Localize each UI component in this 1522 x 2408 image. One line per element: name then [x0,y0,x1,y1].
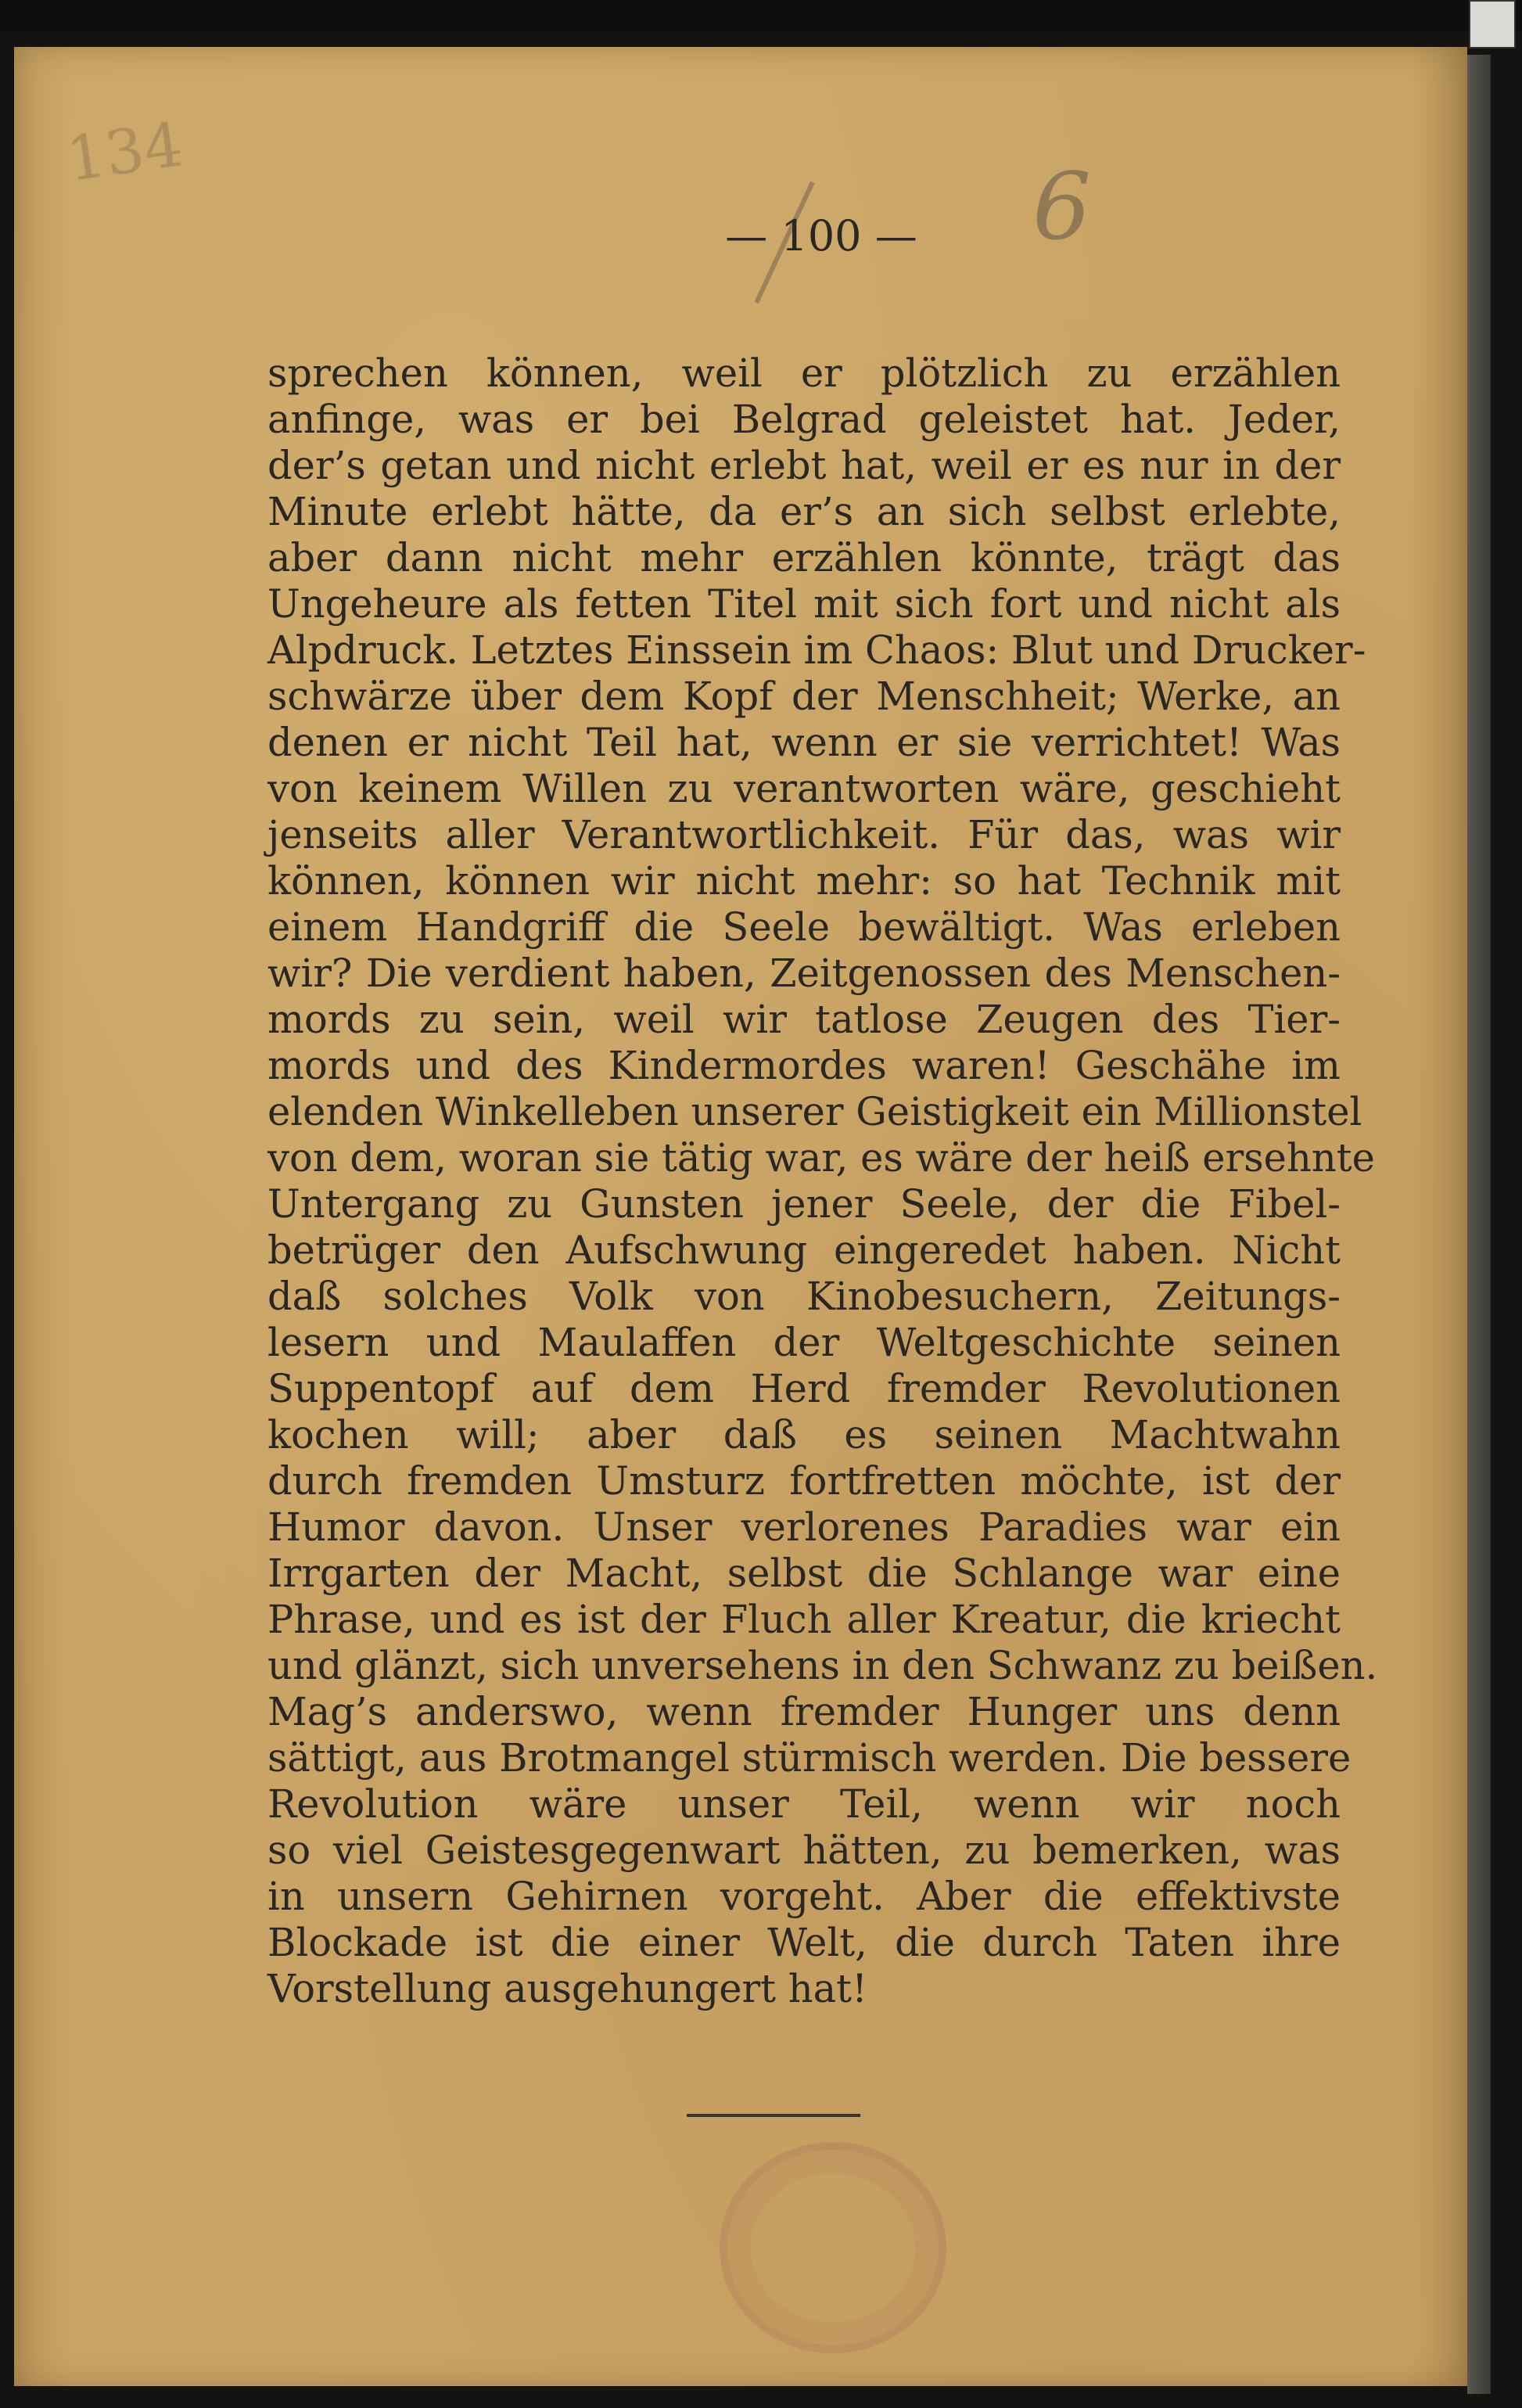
text-line: lesern und Maulaffen der Weltgeschichte seinen [267,1320,1341,1365]
text-line: kochen will; aber daß es seinen Machtwahn [267,1412,1341,1457]
text-line: Ungeheure als fetten Titel mit sich fort und nicht als [267,581,1341,627]
text-line: Alpdruck. Letztes Einssein im Chaos: Blut und Drucker- [267,627,1366,673]
text-line: Blockade ist die einer Welt, die durch Taten ihre [267,1920,1341,1965]
text-line: anfinge, was er bei Belgrad geleistet hat. Jeder, [267,397,1341,442]
text-line: daß solches Volk von Kinobesuchern, Zeitungs- [267,1274,1341,1319]
scan-top-border [0,0,1522,31]
book-spine-edge [1467,55,1491,2394]
text-line: Revolution wäre unser Teil, wenn wir noch [267,1781,1341,1827]
text-line: Humor davon. Unser verlorenes Paradies war ein [267,1504,1341,1550]
text-line: können, können wir nicht mehr: so hat Technik mit [267,858,1341,904]
text-line: von keinem Willen zu verantworten wäre, geschieht [267,766,1341,811]
text-line: so viel Geistesgegenwart hätten, zu bemerken, was [267,1828,1341,1873]
text-line: betrüger den Aufschwung eingeredet haben. Nicht [267,1227,1341,1273]
text-line: schwärze über dem Kopf der Menschheit; Werke, an [267,674,1341,719]
text-line: elenden Winkelleben unserer Geistigkeit ein Millionstel [267,1089,1362,1134]
library-stamp [720,2142,946,2353]
text-line: einem Handgriff die Seele bewältigt. Was erleben [267,904,1341,950]
text-line: der’s getan und nicht erlebt hat, weil er es nur in der [267,443,1341,488]
page-number: — 100 — [725,211,917,261]
text-line: sättigt, aus Brotmangel stürmisch werden. Die bessere [267,1735,1351,1781]
body-paragraph [267,350,1378,2012]
text-line: sprechen können, weil er plötzlich zu erzählen [267,350,1341,396]
text-line: Minute erlebt hätte, da er’s an sich selbst erlebte, [267,489,1341,534]
pencil-annotation-top-left: 134 [62,110,188,196]
text-line: Untergang zu Gunsten jener Seele, der die Fibel- [267,1181,1341,1227]
text-line: denen er nicht Teil hat, wenn er sie verrichtet! Was [267,720,1341,765]
text-line: Irrgarten der Macht, selbst die Schlange war eine [267,1551,1341,1596]
text-line: von dem, woran sie tätig war, es wäre der heiß ersehnte [267,1135,1375,1181]
text-line: mords zu sein, weil wir tatlose Zeugen des Tier- [267,997,1341,1042]
text-line: Suppentopf auf dem Herd fremder Revolutionen [267,1366,1341,1411]
text-line: mords und des Kindermordes waren! Geschähe im [267,1043,1341,1088]
text-line: wir? Die verdient haben, Zeitgenossen des Menschen- [267,951,1341,996]
closing-rule [687,2114,860,2117]
text-line: durch fremden Umsturz fortfretten möchte, ist der [267,1458,1341,1504]
text-line: Vorstellung ausgehungert hat! [267,1966,867,2011]
pencil-annotation-page-number: 6 [1032,153,1092,261]
text-line: Phrase, und es ist der Fluch aller Kreatur, die kriecht [267,1597,1341,1642]
text-line: Mag’s anderswo, wenn fremder Hunger uns denn [267,1689,1341,1734]
text-line: und glänzt, sich unversehens in den Schwanz zu beißen. [267,1643,1378,1688]
text-line: in unsern Gehirnen vorgeht. Aber die effektivste [267,1874,1341,1919]
text-line: aber dann nicht mehr erzählen könnte, trägt das [267,535,1341,580]
scan-corner-marker [1469,0,1516,49]
text-line: jenseits aller Verantwortlichkeit. Für das, was wir [267,812,1341,857]
